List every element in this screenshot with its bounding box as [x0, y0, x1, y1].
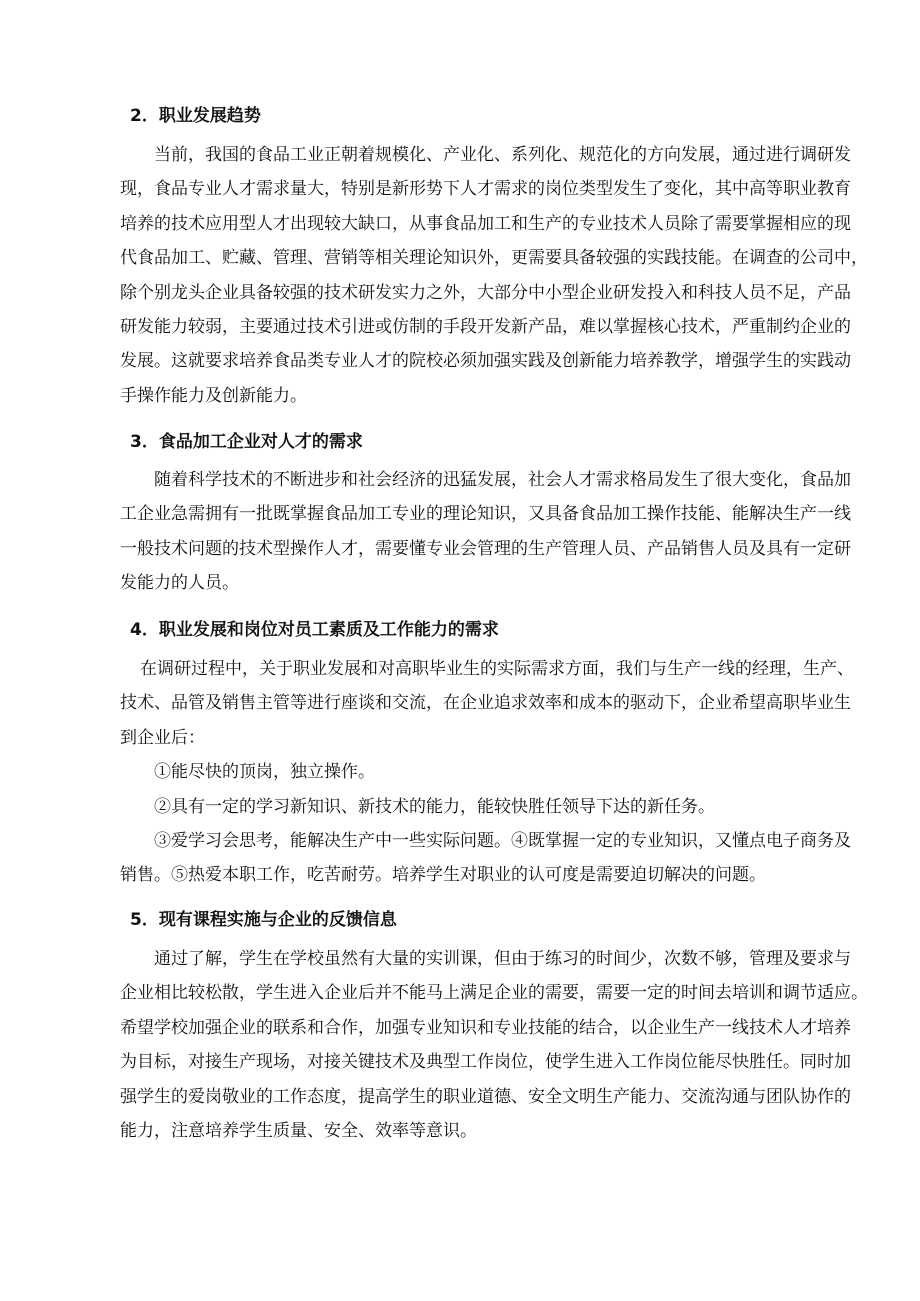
paragraph-line: 销售。⑤热爱本职工作，吃苦耐劳。培养学生对职业的认可度是需要迫切解决的问题。 — [120, 865, 766, 886]
section-3-heading: 3．食品加工企业对人才的需求 — [130, 432, 363, 452]
paragraph-line: 到企业后： — [120, 727, 205, 748]
paragraph-line: 除个别龙头企业具备较强的技术研发实力之外，大部分中小型企业研发投入和科技人员不足，产品 — [120, 282, 851, 303]
paragraph-line: 随着科学技术的不断进步和社会经济的迅猛发展，社会人才需求格局发生了很大变化，食品加 — [154, 470, 851, 490]
section-3-paragraph — [120, 463, 851, 601]
paragraph-line: 发能力的人员。 — [120, 573, 239, 594]
section-4-paragraph — [120, 652, 854, 893]
list-item: ①能尽快的顶岗，独立操作。 — [154, 762, 375, 783]
list-item: ②具有一定的学习新知识、新技术的能力，能较快胜任领导下达的新任务。 — [154, 796, 715, 817]
section-4-heading: 4．职业发展和岗位对员工素质及工作能力的需求 — [130, 620, 499, 640]
section-2-heading: 2．职业发展趋势 — [130, 106, 261, 126]
paragraph-line: 当前，我国的食品工业正朝着规模化、产业化、系列化、规范化的方向发展，通过进行调研发 — [154, 145, 851, 165]
section-5-heading: 5．现有课程实施与企业的反馈信息 — [130, 910, 397, 930]
paragraph-line: 强学生的爱岗敬业的工作态度，提高学生的职业道德、安全文明生产能力、交流沟通与团队协作的 — [120, 1086, 851, 1107]
paragraph-line: 在调研过程中，关于职业发展和对高职毕业生的实际需求方面，我们与生产一线的经理，生产、 — [140, 659, 854, 679]
paragraph-line: 培养的技术应用型人才出现较大缺口，从事食品加工和生产的专业技术人员除了需要掌握相应的现 — [120, 213, 851, 234]
paragraph-line: 一般技术问题的技术型操作人才，需要懂专业会管理的生产管理人员、产品销售人员及具有一定研 — [120, 538, 851, 559]
paragraph-line: 发展。这就要求培养食品类专业人才的院校必须加强实践及创新能力培养教学，增强学生的实践动 — [120, 351, 851, 372]
paragraph-line: 手操作能力及创新能力。 — [120, 385, 307, 406]
paragraph-line: 为目标，对接生产现场，对接关键技术及典型工作岗位，使学生进入工作岗位能尽快胜任。同时加 — [120, 1052, 851, 1073]
paragraph-line: 通过了解，学生在学校虽然有大量的实训课，但由于练习的时间少，次数不够，管理及要求与 — [154, 949, 851, 969]
paragraph-line: 代食品加工、贮藏、管理、营销等相关理论知识外，更需要具备较强的实践技能。在调查的公司中， — [120, 248, 868, 269]
section-2-paragraph — [120, 138, 868, 413]
list-item: ③爱学习会思考，能解决生产中一些实际问题。④既掌握一定的专业知识，又懂点电子商务及 — [154, 831, 851, 852]
paragraph-line: 企业相比较松散，学生进入企业后并不能马上满足企业的需要，需要一定的时间去培训和调节适应。 — [120, 983, 868, 1004]
paragraph-line: 现，食品专业人才需求量大，特别是新形势下人才需求的岗位类型发生了变化，其中高等职业教育 — [120, 179, 851, 200]
paragraph-line: 能力，注意培养学生质量、安全、效率等意识。 — [120, 1121, 477, 1142]
paragraph-line: 工企业急需拥有一批既掌握食品加工专业的理论知识，又具备食品加工操作技能、能解决生产一线 — [120, 504, 851, 525]
section-5-paragraph — [120, 942, 868, 1148]
paragraph-line: 希望学校加强企业的联系和合作，加强专业知识和专业技能的结合，以企业生产一线技术人才培养 — [120, 1017, 851, 1038]
paragraph-line: 技术、品管及销售主管等进行座谈和交流，在企业追求效率和成本的驱动下，企业希望高职毕业生 — [120, 693, 851, 714]
paragraph-line: 研发能力较弱，主要通过技术引进或仿制的手段开发新产品，难以掌握核心技术，严重制约企业的 — [120, 317, 851, 338]
